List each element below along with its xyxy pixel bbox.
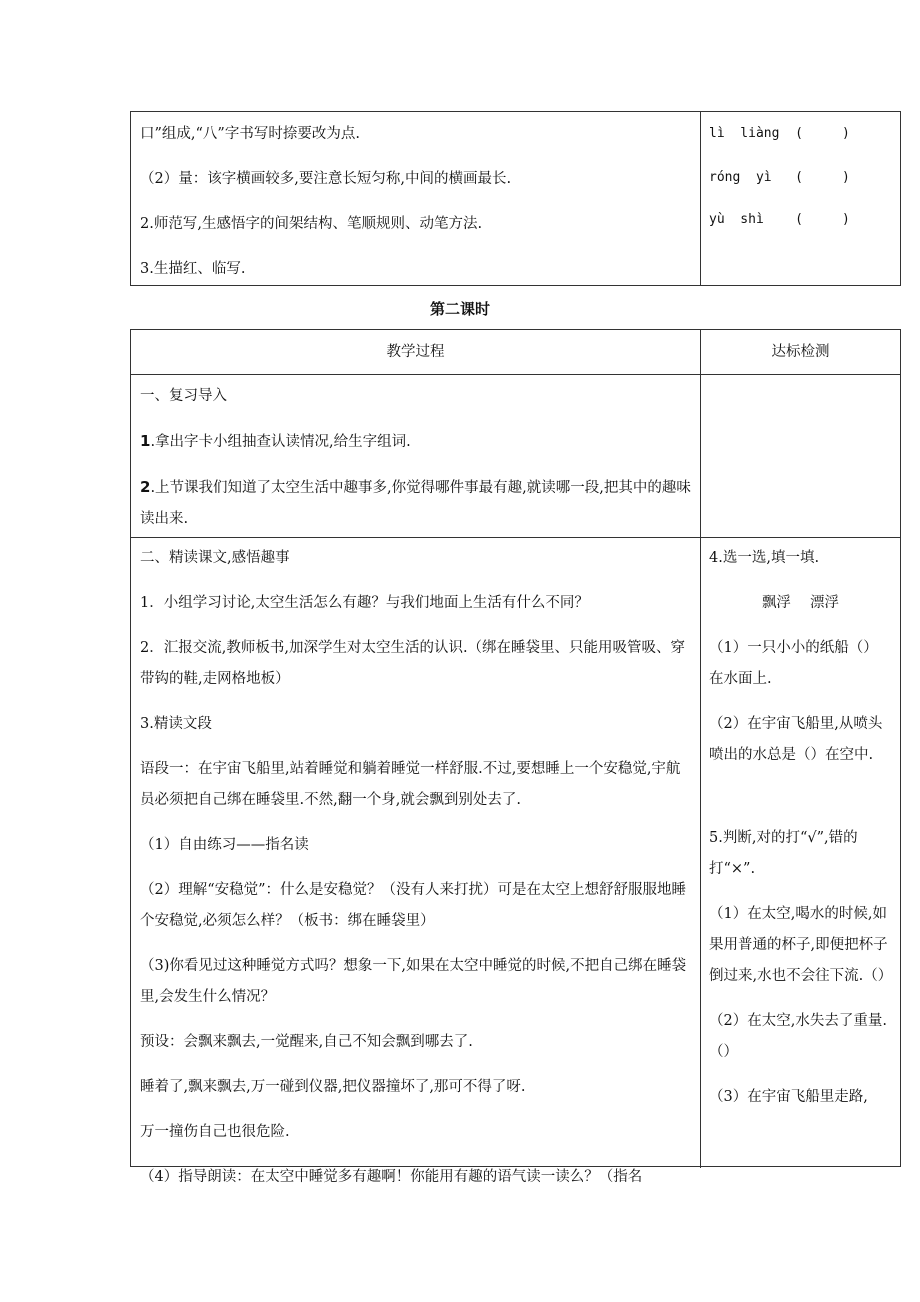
writing-practice-table [130,111,901,286]
item-number: 2 [140,478,151,496]
item-text: .上节课我们知道了太空生活中趣事多,你觉得哪件事最有趣,就读哪一段,把其中的趣味读出来. [140,480,691,527]
paragraph: （3)你看见过这种睡觉方式吗？想象一下,如果在太空中睡觉的时候,不把自己绑在睡袋里,会发生什么情况？ [140,958,687,1005]
table-header-row [131,330,900,374]
question-item: （1）一只小小的纸船（）在水面上. [709,640,878,687]
section-heading: 二、精读课文,感悟趣事 [140,550,290,566]
paragraph: 万一撞伤自己也很危险. [140,1124,290,1140]
pinyin-exercise-cell [701,112,900,285]
lesson-title: 第二课时 [429,300,490,318]
pinyin-line: róng yì ( ) [709,170,850,185]
question: 5.判断,对的打“√”,错的打“×”. [709,830,858,877]
pinyin-line: yù shì ( ) [709,212,850,227]
question-item: （2）在宇宙飞船里,从喷头喷出的水总是（）在空中. [709,716,883,763]
review-section-cell [131,375,701,537]
teaching-process-cell [131,112,701,285]
text-line: 3.生描红、临写. [140,261,246,277]
pinyin-line: lì liàng ( ) [709,126,850,141]
table-row [131,537,900,1185]
paragraph: （1）自由练习——指名读 [140,837,309,853]
paragraph: 睡着了,飘来飘去,万一碰到仪器,把仪器撞坏了,那可不得了呀. [140,1079,526,1095]
text-line: （2）量：该字横画较多,要注意长短匀称,中间的横画最长. [140,171,512,187]
paragraph: （4）指导朗读：在太空中睡觉多有趣啊！你能用有趣的语气读一读么？（指名 [140,1169,643,1185]
item-text: .拿出字卡小组抽查认读情况,给生字组词. [150,434,411,450]
question-item: （3）在宇宙飞船里走路, [709,1089,868,1105]
reading-section-cell [131,538,701,1185]
text-line: 口”组成,“八”字书写时捺要改为点. [140,126,360,142]
lesson-plan-table [130,329,901,1185]
section-heading: 一、复习导入 [140,388,227,404]
question-item: （1）在太空,喝水的时候,如果用普通的杯子,即便把杯子倒过来,水也不会往下流.（） [709,906,893,984]
item-number: 1 [140,432,151,450]
paragraph: 3.精读文段 [140,716,212,732]
paragraph: 语段一：在宇宙飞船里,站着睡觉和躺着睡觉一样舒服.不过,要想睡上一个安稳觉,宇航员必须把自己绑在睡袋里.不然,翻一个身,就会飘到别处去了. [140,761,681,808]
header-teaching-process: 教学过程 [131,330,701,374]
list-item [140,472,691,535]
header-assessment: 达标检测 [771,344,830,360]
paragraph: 2．汇报交流,教师板书,加深学生对太空生活的认识.（绑在睡袋里、只能用吸管吸、穿带钩的鞋,走网格地板） [140,640,686,687]
text-line: 2.师范写,生感悟字的间架结构、笔顺规则、动笔方法. [140,216,483,232]
empty-assessment-cell [701,375,900,537]
question-item: （2）在太空,水失去了重量.（） [709,1013,887,1060]
paragraph: 1．小组学习讨论,太空生活怎么有趣？与我们地面上生活有什么不同？ [140,595,589,611]
word-options: 飘浮 漂浮 [761,595,840,611]
list-item [140,426,691,458]
paragraph: （2）理解“安稳觉”：什么是安稳觉？（没有人来打扰）可是在太空上想舒舒服服地睡个安稳觉,必须怎么样？（板书：绑在睡袋里） [140,882,687,929]
question: 4.选一选,填一填. [709,550,820,566]
exercise-cell [701,538,900,1168]
table-row [131,112,900,285]
paragraph: 预设：会飘来飘去,一觉醒来,自己不知会飘到哪去了. [140,1034,473,1050]
table-row [131,374,900,537]
